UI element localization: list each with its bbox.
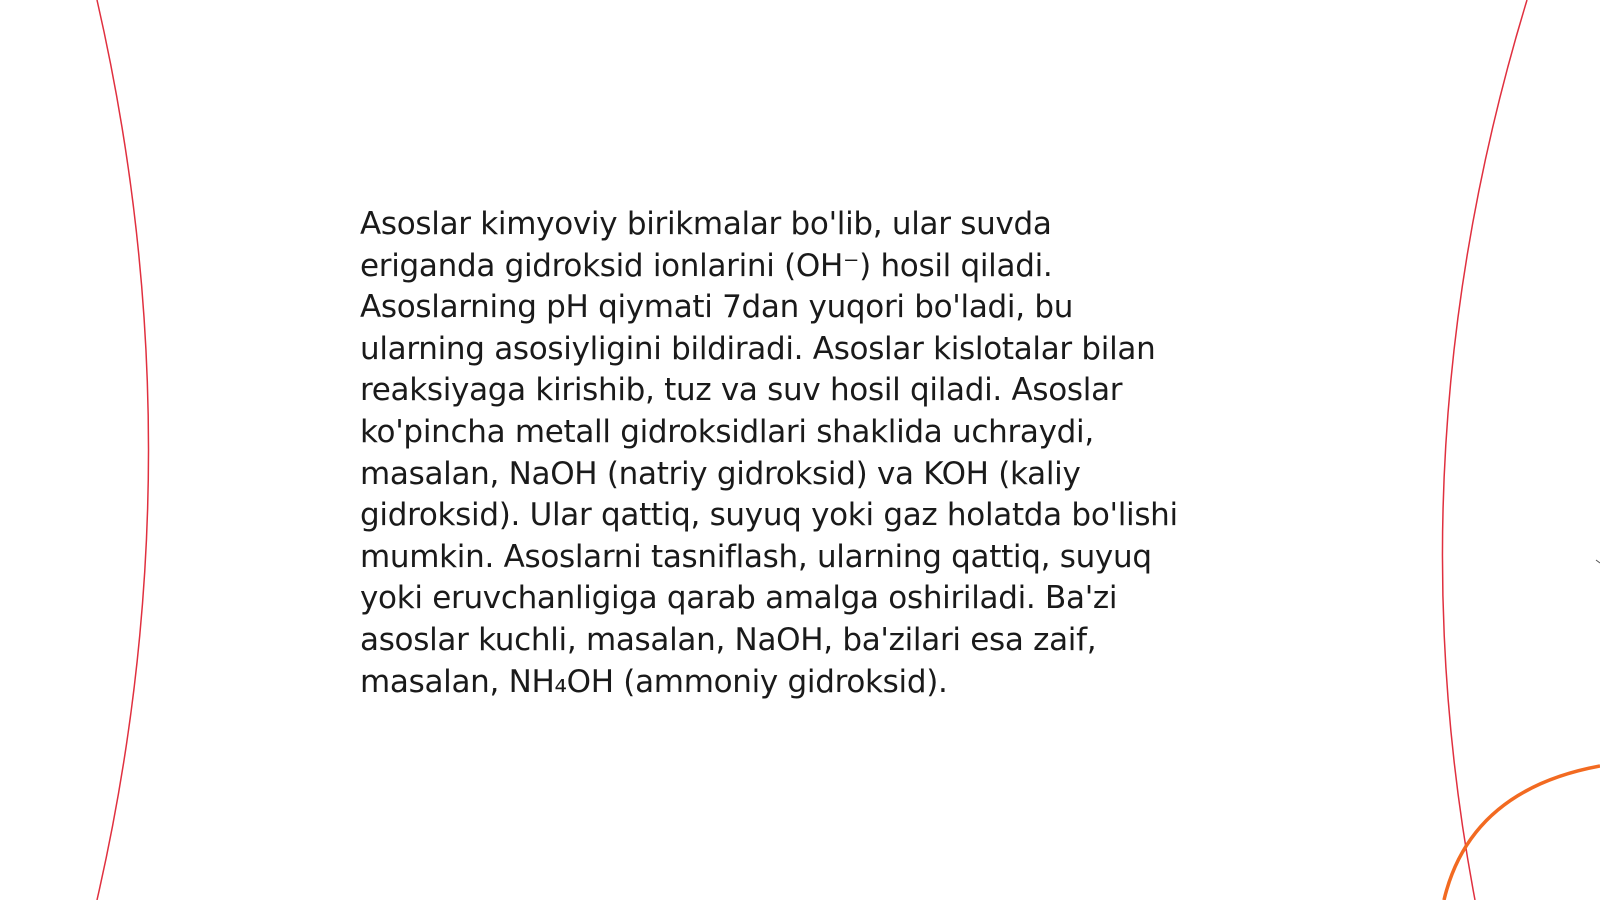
paragraph-line: gidroksid). Ular qattiq, suyuq yoki gaz holatda bo'lishi bbox=[360, 497, 1178, 534]
small-tick-mark bbox=[1596, 560, 1600, 563]
paragraph-line: masalan, NH₄OH (ammoniy gidroksid). bbox=[360, 663, 948, 700]
paragraph-line: Asoslarning pH qiymati 7dan yuqori bo'ladi, bu bbox=[360, 289, 1074, 326]
right-curve-line bbox=[1442, 0, 1527, 900]
paragraph-line: ularning asosiyligini bildiradi. Asoslar kislotalar bilan bbox=[360, 330, 1156, 367]
paragraph-line: ko'pincha metall gidroksidlari shaklida uchraydi, bbox=[360, 413, 1094, 450]
accent-arc bbox=[1444, 766, 1600, 900]
paragraph-line: yoki eruvchanligiga qarab amalga oshiriladi. Ba'zi bbox=[360, 580, 1118, 617]
paragraph-line: masalan, NaOH (natriy gidroksid) va KOH (kaliy bbox=[360, 455, 1081, 492]
paragraph-line: asoslar kuchli, masalan, NaOH, ba'zilari esa zaif, bbox=[360, 621, 1097, 658]
paragraph-line: reaksiyaga kirishib, tuz va suv hosil qiladi. Asoslar bbox=[360, 372, 1123, 409]
paragraph-line: mumkin. Asoslarni tasniflash, ularning qattiq, suyuq bbox=[360, 538, 1152, 575]
body-paragraph bbox=[360, 204, 1240, 703]
paragraph-line: eriganda gidroksid ionlarini (OH⁻) hosil qiladi. bbox=[360, 247, 1053, 284]
paragraph-line: Asoslar kimyoviy birikmalar bo'lib, ular suvda bbox=[360, 206, 1052, 242]
left-curve-line bbox=[97, 0, 149, 900]
